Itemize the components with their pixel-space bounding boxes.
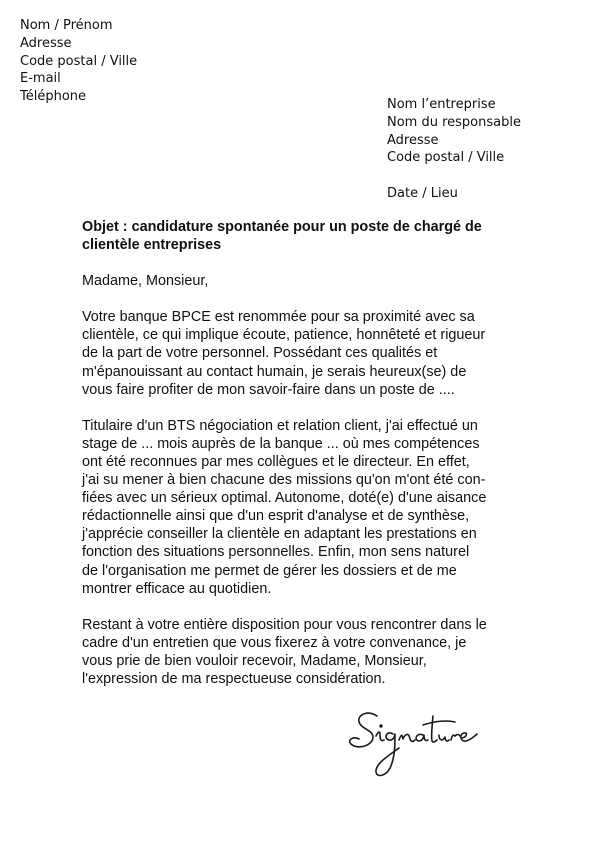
letter-body [82,218,522,688]
paragraph-line: montrer efficace au quotidien. [82,580,272,597]
paragraph-line: j'ai su mener à bien chacune des missions qu'on m'ont été con- [82,472,486,489]
paragraph-line: vous prie de bien vouloir recevoir, Madame, Monsieur, [82,652,427,669]
paragraph-line: ont été reconnues par mes collègues et le directeur. En effet, [82,453,470,470]
paragraph-line: vous faire profiter de mon savoir-faire dans un poste de .... [82,381,455,398]
date-place: Date / Lieu [387,186,458,201]
sender-phone: Téléphone [20,89,87,105]
sender-block [20,17,137,106]
paragraph-line: rédactionnelle ainsi que d'un esprit d'analyse et de synthèse, [82,508,470,525]
paragraph-line: cadre d'un entretien que vous fixerez à votre convenance, je [82,634,467,651]
recipient-address: Adresse [387,132,439,148]
paragraph-line: fiées avec un sérieux optimal. Autonome, doté(e) d'une aisance [82,490,487,507]
signature-image [343,706,493,784]
paragraph-intro [82,308,522,398]
recipient-block [387,96,521,167]
paragraph-closing [82,616,522,688]
subject-line-2: clientèle entreprises [82,237,222,254]
sender-name: Nom / Prénom [20,18,113,33]
greeting: Madame, Monsieur, [82,273,209,290]
paragraph-line: Titulaire d'un BTS négociation et relation client, j'ai effectué un [82,417,478,434]
recipient-company: Nom l’entreprise [387,97,496,112]
paragraph-experience [82,417,522,598]
paragraph-line: clientèle, ce qui implique écoute, patience, honnêteté et rigueur [82,327,486,344]
paragraph-line: de l'organisation me permet de gérer les dossiers et de me [82,562,457,579]
paragraph-line: l'expression de ma respectueuse considération. [82,670,386,687]
paragraph-line: fonction des situations personnelles. Enfin, mon sens naturel [82,544,470,561]
paragraph-line: de la part de votre personnel. Possédant ces qualités et [82,345,438,362]
sender-address: Adresse [20,35,72,51]
paragraph-line: j'apprécie conseiller la clientèle en adaptant les prestations en [82,526,477,543]
paragraph-line: stage de ... mois auprès de la banque ... où mes compétences [82,435,480,452]
recipient-manager: Nom du responsable [387,114,521,130]
paragraph-line: m'épanouissant au contact humain, je serais heureux(se) de [82,363,467,380]
paragraph-line: Restant à votre entière disposition pour vous rencontrer dans le [82,616,487,633]
recipient-postal-city: Code postal / Ville [387,150,505,166]
subject-line [82,218,522,254]
subject-line-1: Objet : candidature spontanée pour un poste de chargé de [82,219,482,235]
sender-postal-city: Code postal / Ville [20,53,138,69]
sender-email: E-mail [20,71,61,87]
paragraph-line: Votre banque BPCE est renommée pour sa proximité avec sa [82,309,475,326]
